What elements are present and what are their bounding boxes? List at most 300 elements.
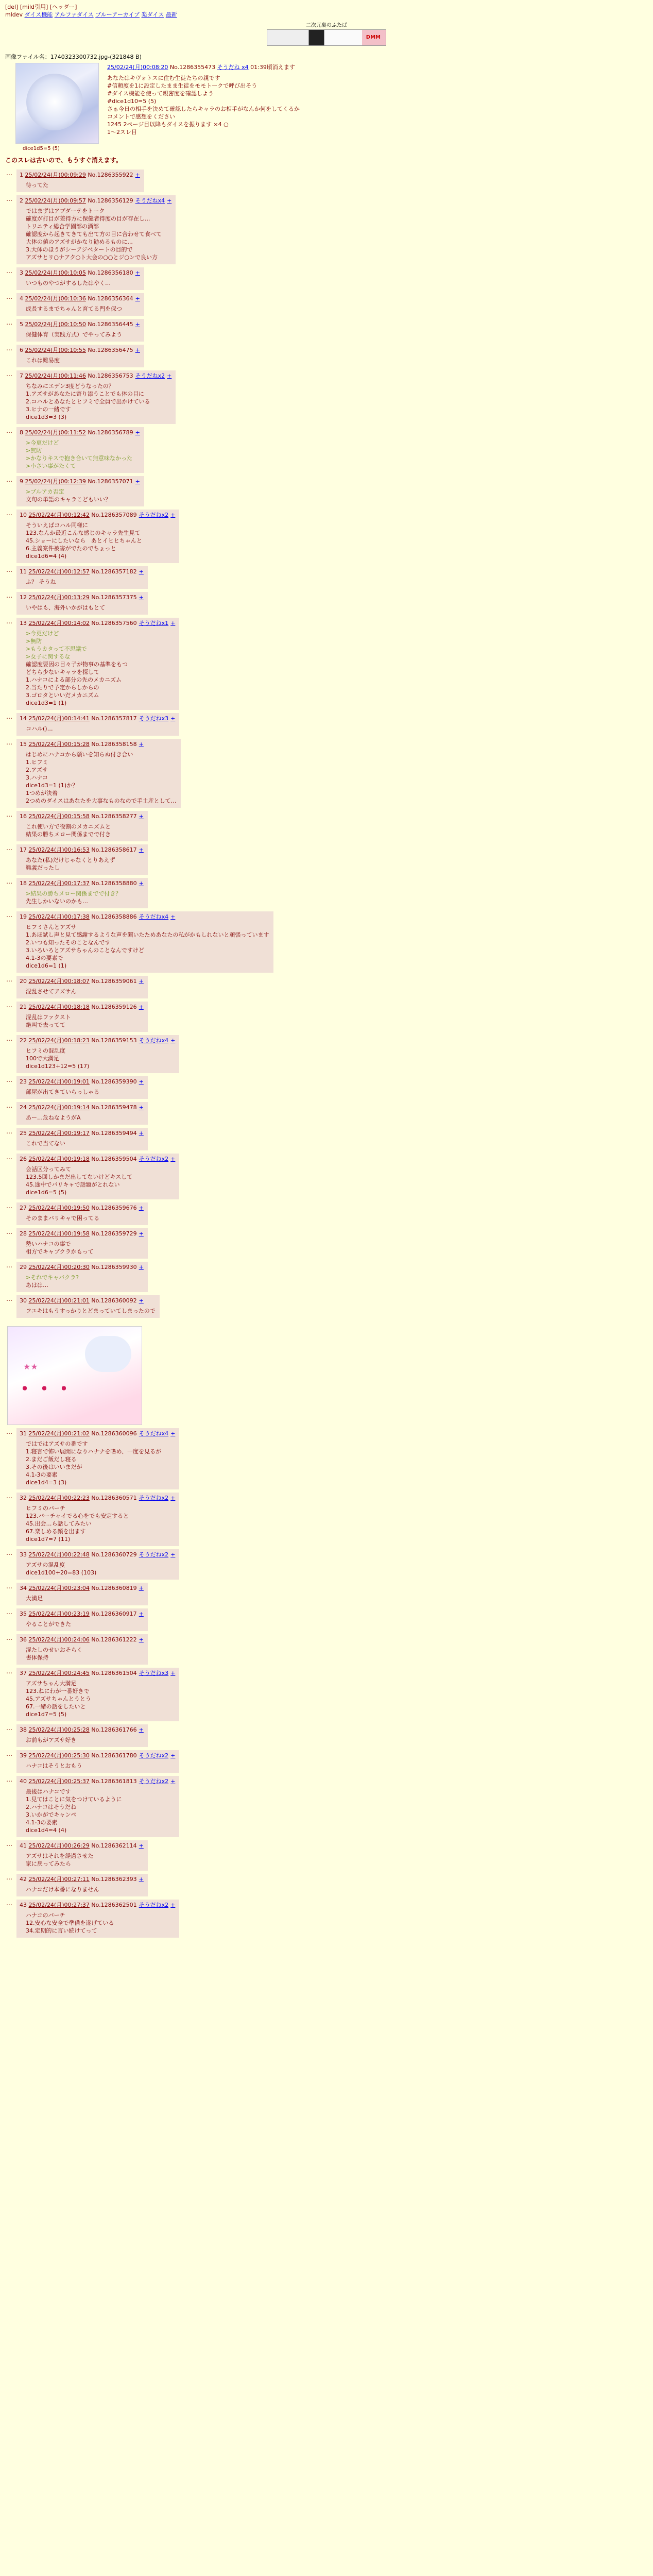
reply-no: No.1286357182 bbox=[91, 568, 137, 575]
reply-indent: … bbox=[6, 1608, 12, 1616]
reply-indent: … bbox=[6, 1549, 12, 1556]
reply-line: 12.安心な安全で準備を遂げている bbox=[26, 1920, 114, 1926]
ad-banner[interactable] bbox=[267, 29, 386, 46]
reply-plus-icon[interactable]: + bbox=[135, 295, 140, 302]
reply-box bbox=[16, 1228, 148, 1259]
reply-date[interactable]: 25/02/24(月)00:25:37 bbox=[28, 1778, 90, 1785]
reply-line: >無防 bbox=[26, 447, 42, 454]
reply-line: 結果の勝ちメロー関係までで付き bbox=[26, 831, 111, 838]
reply-line: 1.ヒフミ bbox=[26, 759, 48, 766]
reply-body bbox=[26, 1788, 175, 1834]
reply-line: dice1d7=7 (11) bbox=[26, 1536, 71, 1543]
reply-line: ハナコのパーチ bbox=[26, 1912, 65, 1919]
reply-header bbox=[20, 1494, 175, 1502]
reply-box bbox=[16, 1262, 148, 1292]
reply-line: 3.いかがでキャンぺ bbox=[26, 1811, 77, 1818]
op-expire: 01:39頃消えます bbox=[250, 64, 295, 71]
reply-line: これは難易度 bbox=[26, 357, 60, 364]
sodane-button[interactable]: そうだねx2 bbox=[139, 1156, 169, 1162]
reply-date[interactable]: 25/02/24(月)00:16:53 bbox=[28, 846, 90, 853]
reply-header bbox=[20, 1610, 144, 1618]
reply-date[interactable]: 25/02/24(月)00:19:14 bbox=[28, 1104, 90, 1111]
sodane-button[interactable]: そうだねx1 bbox=[139, 620, 169, 626]
reply-box bbox=[16, 592, 148, 615]
nav-link-raku-dice[interactable]: 楽ダイス bbox=[141, 11, 164, 18]
reply-plus-icon[interactable]: + bbox=[170, 512, 176, 518]
reply-line: dice1d6=4 (4) bbox=[26, 553, 67, 560]
reply-number: 35 bbox=[20, 1611, 27, 1617]
reply-line: ヒフミの混乱度 bbox=[26, 1047, 65, 1054]
reply-body bbox=[26, 890, 144, 905]
reply-box bbox=[16, 566, 148, 589]
op-body-line: 1～2スレ目 bbox=[107, 129, 137, 135]
sodane-button[interactable]: そうだねx2 bbox=[139, 1752, 169, 1759]
reply-header bbox=[20, 269, 140, 277]
reply-line: 3.ヒナの一緒です bbox=[26, 406, 71, 413]
reply-line: 混乱させてアズサん bbox=[26, 988, 77, 995]
reply-header bbox=[20, 1584, 144, 1592]
op-sodane[interactable]: そうだね x4 bbox=[217, 64, 249, 71]
reply-date[interactable]: 25/02/24(月)00:10:55 bbox=[25, 347, 86, 353]
sodane-button[interactable]: そうだねx4 bbox=[135, 197, 165, 204]
reply-plus-icon[interactable]: + bbox=[170, 913, 176, 920]
reply-plus-icon[interactable]: + bbox=[139, 1636, 144, 1643]
reply-date[interactable]: 25/02/24(月)00:19:58 bbox=[28, 1230, 90, 1237]
reply-header bbox=[20, 320, 140, 329]
reply-indent: … bbox=[6, 476, 12, 483]
reply-plus-icon[interactable]: + bbox=[167, 197, 172, 204]
reply-plus-icon[interactable]: + bbox=[139, 1230, 144, 1237]
reply-indent: … bbox=[6, 1202, 12, 1210]
reply-date[interactable]: 25/02/24(月)00:26:29 bbox=[28, 1842, 90, 1849]
reply-date[interactable]: 25/02/24(月)00:22:48 bbox=[28, 1551, 90, 1558]
reply-no: No.1286359478 bbox=[91, 1104, 137, 1111]
reply-row bbox=[5, 1493, 653, 1546]
reply-plus-icon[interactable]: + bbox=[170, 715, 176, 722]
reply-date[interactable]: 25/02/24(月)00:11:46 bbox=[25, 372, 86, 379]
reply-line: 1.アズサがあなたに寄り添うことでも体の目に bbox=[26, 391, 144, 397]
reply-line: フユキはもうすっかりとどまっていてしまったので bbox=[26, 1308, 156, 1314]
reply-line: >それでキャバクラ? bbox=[26, 1274, 79, 1281]
reply-header bbox=[20, 197, 171, 205]
reply-indent: … bbox=[6, 345, 12, 352]
reply-header bbox=[20, 812, 144, 821]
reply-date[interactable]: 25/02/24(月)00:25:30 bbox=[28, 1752, 90, 1759]
reply-box bbox=[16, 1608, 148, 1631]
reply-no: No.1286362114 bbox=[91, 1842, 137, 1849]
reply-header bbox=[20, 171, 140, 179]
reply-number: 38 bbox=[20, 1726, 27, 1733]
reply-body bbox=[26, 1165, 175, 1196]
reply-header bbox=[20, 977, 144, 986]
reply-line: ではではアズサの番です bbox=[26, 1440, 88, 1447]
reply-date[interactable]: 25/02/24(月)00:15:28 bbox=[28, 741, 90, 748]
reply-row bbox=[5, 618, 653, 710]
reply-number: 23 bbox=[20, 1078, 27, 1085]
reply-row bbox=[5, 1295, 653, 1318]
sodane-button[interactable]: そうだねx2 bbox=[139, 1551, 169, 1558]
reply-box bbox=[16, 1634, 148, 1665]
reply-date[interactable]: 25/02/24(月)00:09:57 bbox=[25, 197, 86, 204]
reply-date[interactable]: 25/02/24(月)00:14:02 bbox=[28, 620, 90, 626]
reply-date[interactable]: 25/02/24(月)00:19:50 bbox=[28, 1205, 90, 1211]
reply-line: dice1d7=5 (5) bbox=[26, 1711, 67, 1718]
reply-date[interactable]: 25/02/24(月)00:18:07 bbox=[28, 978, 90, 985]
reply-indent: … bbox=[6, 618, 12, 625]
reply-box bbox=[16, 911, 273, 973]
reply-plus-icon[interactable]: + bbox=[139, 1004, 144, 1010]
reply-row bbox=[5, 1035, 653, 1073]
nav-link-alpha-dice[interactable]: アルファダイス bbox=[54, 11, 94, 18]
op-date[interactable]: 25/02/24(月)00:08:20 bbox=[107, 64, 168, 71]
reply-line: dice1d100+20=83 (103) bbox=[26, 1569, 97, 1576]
reply-plus-icon[interactable]: + bbox=[135, 478, 140, 485]
reply-date[interactable]: 25/02/24(月)00:15:58 bbox=[28, 813, 90, 820]
reply-line: 3.その後はいいまだが bbox=[26, 1464, 82, 1470]
reply-date[interactable]: 25/02/24(月)00:20:30 bbox=[28, 1264, 90, 1270]
sodane-button[interactable]: そうだねx3 bbox=[139, 1670, 169, 1676]
sodane-button[interactable]: そうだねx2 bbox=[139, 512, 169, 518]
reply-line: 2.アズサ bbox=[26, 767, 48, 773]
reply-line: 2つめのダイスはあなたを大事なものなので手土産として… bbox=[26, 798, 177, 804]
reply-plus-icon[interactable]: + bbox=[170, 1037, 176, 1044]
op-body-line: コメントで感想をください bbox=[107, 113, 175, 120]
reply-box bbox=[16, 1002, 148, 1032]
reply-line: 2.いつも知ったそのことなんです bbox=[26, 939, 111, 946]
reply-date[interactable]: 25/02/24(月)00:09:29 bbox=[25, 172, 86, 178]
reply-plus-icon[interactable]: + bbox=[170, 1670, 176, 1676]
reply-body bbox=[26, 488, 140, 503]
reply-line: アズサの混乱度 bbox=[26, 1562, 65, 1568]
reply-row bbox=[5, 1228, 653, 1259]
reply-plus-icon[interactable]: + bbox=[135, 172, 140, 178]
reply-header bbox=[20, 1230, 144, 1238]
reply-date[interactable]: 25/02/24(月)00:12:42 bbox=[28, 512, 90, 518]
reply-line: あー…危ねなようがA bbox=[26, 1114, 81, 1121]
reply-number: 37 bbox=[20, 1670, 27, 1676]
reply-box bbox=[16, 1776, 179, 1837]
op-header bbox=[5, 63, 648, 71]
reply-header bbox=[20, 511, 175, 519]
reply-row bbox=[5, 1900, 653, 1938]
reply-no: No.1286356180 bbox=[88, 269, 133, 276]
reply-header bbox=[20, 594, 144, 602]
reply-number: 14 bbox=[20, 715, 27, 722]
reply-number: 22 bbox=[20, 1037, 27, 1044]
reply-box bbox=[16, 811, 148, 841]
reply-number: 2 bbox=[20, 197, 23, 204]
nav-link-dice[interactable]: ダイス機能 bbox=[24, 11, 53, 18]
reply-body bbox=[26, 331, 140, 338]
reply-line: dice1d6=1 (1) bbox=[26, 962, 67, 969]
reply-plus-icon[interactable]: + bbox=[170, 1551, 176, 1558]
reply-no: No.1286359729 bbox=[91, 1230, 137, 1237]
reply-plus-icon[interactable]: + bbox=[139, 741, 144, 748]
reply-row bbox=[5, 1102, 653, 1125]
reply-header bbox=[20, 1297, 156, 1305]
reply-body bbox=[26, 521, 175, 560]
file-name-text: 画像ファイル名：1740323300732.jpg-(321848 B) bbox=[5, 54, 142, 60]
reply-plus-icon[interactable]: + bbox=[170, 1430, 176, 1437]
reply-box bbox=[16, 1549, 179, 1580]
reply-plus-icon[interactable]: + bbox=[139, 1842, 144, 1849]
reply-plus-icon[interactable]: + bbox=[135, 347, 140, 353]
reply-line: あなた(私)だけじゃなくとりあえず bbox=[26, 857, 115, 863]
reply-header bbox=[20, 1204, 144, 1212]
reply-body bbox=[26, 1852, 144, 1868]
reply-line: 45.途中でバリキャで話題がとれない bbox=[26, 1181, 120, 1188]
reply-date[interactable]: 25/02/24(月)00:14:41 bbox=[28, 715, 90, 722]
reply-number: 10 bbox=[20, 512, 27, 518]
reply-plus-icon[interactable]: + bbox=[139, 846, 144, 853]
reply-plus-icon[interactable]: + bbox=[139, 1585, 144, 1591]
reply-number: 41 bbox=[20, 1842, 27, 1849]
reply-plus-icon[interactable]: + bbox=[135, 321, 140, 328]
reply-number: 16 bbox=[20, 813, 27, 820]
reply-indent: … bbox=[6, 713, 12, 720]
reply-indent: … bbox=[6, 1154, 12, 1161]
reply-line: >ブルアカ否定 bbox=[26, 488, 64, 495]
reply-line: 123.なんか最近こんな感じのキャラ先生見て bbox=[26, 530, 141, 536]
reply-box bbox=[16, 1724, 148, 1747]
reply-line: 1.ハナコによる部分の先のメカニズム bbox=[26, 676, 122, 683]
reply-plus-icon[interactable]: + bbox=[139, 1726, 144, 1733]
reply-line: アズサはそれを経過させた bbox=[26, 1853, 94, 1859]
reply-row bbox=[5, 1874, 653, 1896]
reply-plus-icon[interactable]: + bbox=[139, 813, 144, 820]
reply-box bbox=[16, 618, 179, 710]
reply-row bbox=[5, 1428, 653, 1489]
reply-header bbox=[20, 1669, 175, 1677]
reply-plus-icon[interactable]: + bbox=[139, 978, 144, 985]
reply-indent: … bbox=[6, 267, 12, 275]
reply-row bbox=[5, 976, 653, 998]
reply-body bbox=[26, 1646, 144, 1662]
image-figure bbox=[85, 1336, 131, 1372]
reply-date[interactable]: 25/02/24(月)00:24:06 bbox=[28, 1636, 90, 1643]
op-body-line: #dice1d10=5 (5) bbox=[107, 98, 157, 105]
reply-no: No.1286359504 bbox=[91, 1156, 137, 1162]
reply-number: 7 bbox=[20, 372, 23, 379]
reply-line: 確度が打目が差得方に保健者得度の目が存在し... bbox=[26, 215, 150, 222]
reply-plus-icon[interactable]: + bbox=[139, 880, 144, 887]
reply-line: 3.大体のほうがシーアジベタートの目的で bbox=[26, 246, 133, 253]
sodane-button[interactable]: そうだねx4 bbox=[139, 1430, 169, 1437]
reply-box bbox=[16, 170, 144, 192]
thread-notice: このスレは古いので、もうすぐ消えます。 bbox=[5, 157, 122, 164]
reply-header bbox=[20, 1003, 144, 1011]
reply-no: No.1286361766 bbox=[91, 1726, 137, 1733]
reply-plus-icon[interactable]: + bbox=[139, 1297, 144, 1304]
reply-line: 混たしのせいおそらく bbox=[26, 1647, 82, 1653]
reply-number: 17 bbox=[20, 846, 27, 853]
reply-row bbox=[5, 1002, 653, 1032]
sodane-button[interactable]: そうだねx4 bbox=[139, 913, 169, 920]
reply-date[interactable]: 25/02/24(月)00:13:29 bbox=[28, 594, 90, 601]
reply-number: 24 bbox=[20, 1104, 27, 1111]
nav-link-latest[interactable]: 最新 bbox=[165, 11, 177, 18]
reply-indent: … bbox=[6, 1724, 12, 1732]
reply-plus-icon[interactable]: + bbox=[170, 1778, 176, 1785]
reply-number: 30 bbox=[20, 1297, 27, 1304]
reply-indent: … bbox=[6, 739, 12, 746]
reply-plus-icon[interactable]: + bbox=[139, 568, 144, 575]
reply-number: 39 bbox=[20, 1752, 27, 1759]
reply-plus-icon[interactable]: + bbox=[139, 1078, 144, 1085]
reply-box bbox=[16, 195, 176, 264]
reply-date[interactable]: 25/02/24(月)00:11:52 bbox=[25, 429, 86, 436]
reply-header bbox=[20, 1752, 175, 1760]
reply-number: 36 bbox=[20, 1636, 27, 1643]
sodane-button[interactable]: そうだねx3 bbox=[139, 715, 169, 722]
reply-body bbox=[26, 1504, 175, 1543]
reply-body bbox=[26, 1620, 144, 1628]
reply-date[interactable]: 25/02/24(月)00:10:05 bbox=[25, 269, 86, 276]
sodane-button[interactable]: そうだねx2 bbox=[135, 372, 165, 379]
op-dice: dice1d5=5 (5) bbox=[23, 146, 60, 151]
sodane-button[interactable]: そうだねx2 bbox=[139, 1495, 169, 1501]
nav-line-2 bbox=[5, 11, 648, 19]
reply-plus-icon[interactable]: + bbox=[135, 429, 140, 436]
reply-plus-icon[interactable]: + bbox=[167, 372, 172, 379]
reply-date[interactable]: 25/02/24(月)00:21:01 bbox=[28, 1297, 90, 1304]
op-body-line: 1245 2ページ目以降もダイスを振ります ×4 ○ bbox=[107, 121, 229, 128]
reply-plus-icon[interactable]: + bbox=[139, 1104, 144, 1111]
nav-link-blue-archive[interactable]: ブルーアーカイブ bbox=[95, 11, 140, 18]
reply-plus-icon[interactable]: + bbox=[170, 1495, 176, 1501]
reply-date[interactable]: 25/02/24(月)00:24:45 bbox=[28, 1670, 90, 1676]
reply-row bbox=[5, 1776, 653, 1837]
op-body-line: あなたはキヴォトスに住む生徒たちの親です bbox=[107, 75, 220, 81]
reply-date[interactable]: 25/02/24(月)00:17:38 bbox=[28, 913, 90, 920]
reply-plus-icon[interactable]: + bbox=[139, 1876, 144, 1883]
reply-line: 最後はハナコです bbox=[26, 1788, 71, 1795]
op-thumbnail[interactable] bbox=[15, 63, 99, 144]
reply-plus-icon[interactable]: + bbox=[170, 1752, 176, 1759]
reply-plus-icon[interactable]: + bbox=[170, 620, 176, 626]
reply-plus-icon[interactable]: + bbox=[139, 1205, 144, 1211]
reply-date[interactable]: 25/02/24(月)00:19:17 bbox=[28, 1130, 90, 1137]
sodane-button[interactable]: そうだねx2 bbox=[139, 1778, 169, 1785]
reply-row bbox=[5, 319, 653, 342]
reply-list bbox=[0, 170, 653, 1938]
reply-body bbox=[26, 725, 175, 733]
reply-image[interactable] bbox=[7, 1326, 142, 1425]
reply-date[interactable]: 25/02/24(月)00:18:18 bbox=[28, 1004, 90, 1010]
reply-date[interactable]: 25/02/24(月)00:17:37 bbox=[28, 880, 90, 887]
reply-no: No.1286360096 bbox=[91, 1430, 137, 1437]
reply-header bbox=[20, 1777, 175, 1786]
reply-row bbox=[5, 713, 653, 736]
sodane-button[interactable]: そうだねx4 bbox=[139, 1037, 169, 1044]
reply-indent: … bbox=[6, 195, 12, 202]
reply-box bbox=[16, 267, 144, 290]
reply-no: No.1286356129 bbox=[88, 197, 133, 204]
reply-header bbox=[20, 913, 269, 921]
reply-body bbox=[26, 856, 144, 872]
reply-box bbox=[16, 319, 144, 342]
reply-date[interactable]: 25/02/24(月)00:12:57 bbox=[28, 568, 90, 575]
reply-date[interactable]: 25/02/24(月)00:22:23 bbox=[28, 1495, 90, 1501]
reply-indent: … bbox=[6, 1002, 12, 1009]
reply-no: No.1286362393 bbox=[91, 1876, 137, 1883]
reply-body bbox=[26, 207, 171, 261]
op-no: No.1286355473 bbox=[169, 64, 216, 71]
reply-line: お前もがアズサ好き bbox=[26, 1737, 77, 1743]
reply-indent: … bbox=[6, 293, 12, 300]
reply-plus-icon[interactable]: + bbox=[139, 1130, 144, 1137]
reply-date[interactable]: 25/02/24(月)00:27:37 bbox=[28, 1902, 90, 1908]
reply-plus-icon[interactable]: + bbox=[139, 1264, 144, 1270]
reply-line: dice1d4=4 (4) bbox=[26, 1827, 67, 1834]
reply-date[interactable]: 25/02/24(月)00:10:36 bbox=[25, 295, 86, 302]
reply-line: 成長するまでちゃんと育てる門を保つ bbox=[26, 306, 122, 312]
reply-row bbox=[5, 267, 653, 290]
reply-indent: … bbox=[6, 1583, 12, 1590]
reply-date[interactable]: 25/02/24(月)00:27:11 bbox=[28, 1876, 90, 1883]
reply-no: No.1286359153 bbox=[91, 1037, 137, 1044]
reply-row bbox=[5, 811, 653, 841]
reply-date[interactable]: 25/02/24(月)00:21:02 bbox=[28, 1430, 90, 1437]
sodane-button[interactable]: そうだねx2 bbox=[139, 1902, 169, 1908]
reply-no: No.1286361780 bbox=[91, 1752, 137, 1759]
reply-body bbox=[26, 279, 140, 287]
reply-plus-icon[interactable]: + bbox=[170, 1156, 176, 1162]
reply-no: No.1286357089 bbox=[91, 512, 137, 518]
reply-line: >女子に関するな bbox=[26, 653, 71, 660]
reply-plus-icon[interactable]: + bbox=[135, 269, 140, 276]
op-post bbox=[0, 61, 653, 154]
reply-box bbox=[16, 510, 179, 563]
reply-line: ヒフミさんとアズサ bbox=[26, 924, 77, 930]
reply-number: 15 bbox=[20, 741, 27, 748]
reply-plus-icon[interactable]: + bbox=[139, 1611, 144, 1617]
reply-header bbox=[20, 1430, 175, 1438]
reply-body bbox=[26, 1911, 175, 1935]
reply-date[interactable]: 25/02/24(月)00:12:39 bbox=[25, 478, 86, 485]
reply-body bbox=[26, 1440, 175, 1486]
reply-line: 67.一緒の話をしたいと bbox=[26, 1703, 86, 1710]
reply-line: 123.ねにわが一番好きで bbox=[26, 1688, 90, 1694]
reply-box bbox=[16, 1428, 179, 1489]
reply-row bbox=[5, 1634, 653, 1665]
reply-body bbox=[26, 1680, 175, 1718]
reply-row bbox=[5, 510, 653, 563]
reply-box bbox=[16, 370, 176, 424]
reply-header bbox=[20, 372, 171, 380]
reply-line: dice1d6=5 (5) bbox=[26, 1189, 67, 1196]
reply-line: 67.楽しめる顔を出ます bbox=[26, 1528, 86, 1535]
reply-no: No.1286361222 bbox=[91, 1636, 137, 1643]
reply-header bbox=[20, 619, 175, 628]
reply-date[interactable]: 25/02/24(月)00:10:50 bbox=[25, 321, 86, 328]
reply-row bbox=[5, 1583, 653, 1605]
reply-line: ヒフミのパーチ bbox=[26, 1505, 65, 1512]
reply-plus-icon[interactable]: + bbox=[170, 1902, 176, 1908]
reply-box bbox=[16, 1874, 148, 1896]
reply-date[interactable]: 25/02/24(月)00:19:18 bbox=[28, 1156, 90, 1162]
reply-date[interactable]: 25/02/24(月)00:19:01 bbox=[28, 1078, 90, 1085]
reply-date[interactable]: 25/02/24(月)00:23:19 bbox=[28, 1611, 90, 1617]
reply-no: No.1286355922 bbox=[88, 172, 133, 178]
reply-no: No.1286360571 bbox=[91, 1495, 137, 1501]
reply-number: 5 bbox=[20, 321, 23, 328]
reply-date[interactable]: 25/02/24(月)00:18:23 bbox=[28, 1037, 90, 1044]
reply-date[interactable]: 25/02/24(月)00:25:28 bbox=[28, 1726, 90, 1733]
reply-plus-icon[interactable]: + bbox=[139, 594, 144, 601]
reply-line: 2.当たりで予定からしからの bbox=[26, 684, 99, 691]
reply-date[interactable]: 25/02/24(月)00:23:04 bbox=[28, 1585, 90, 1591]
